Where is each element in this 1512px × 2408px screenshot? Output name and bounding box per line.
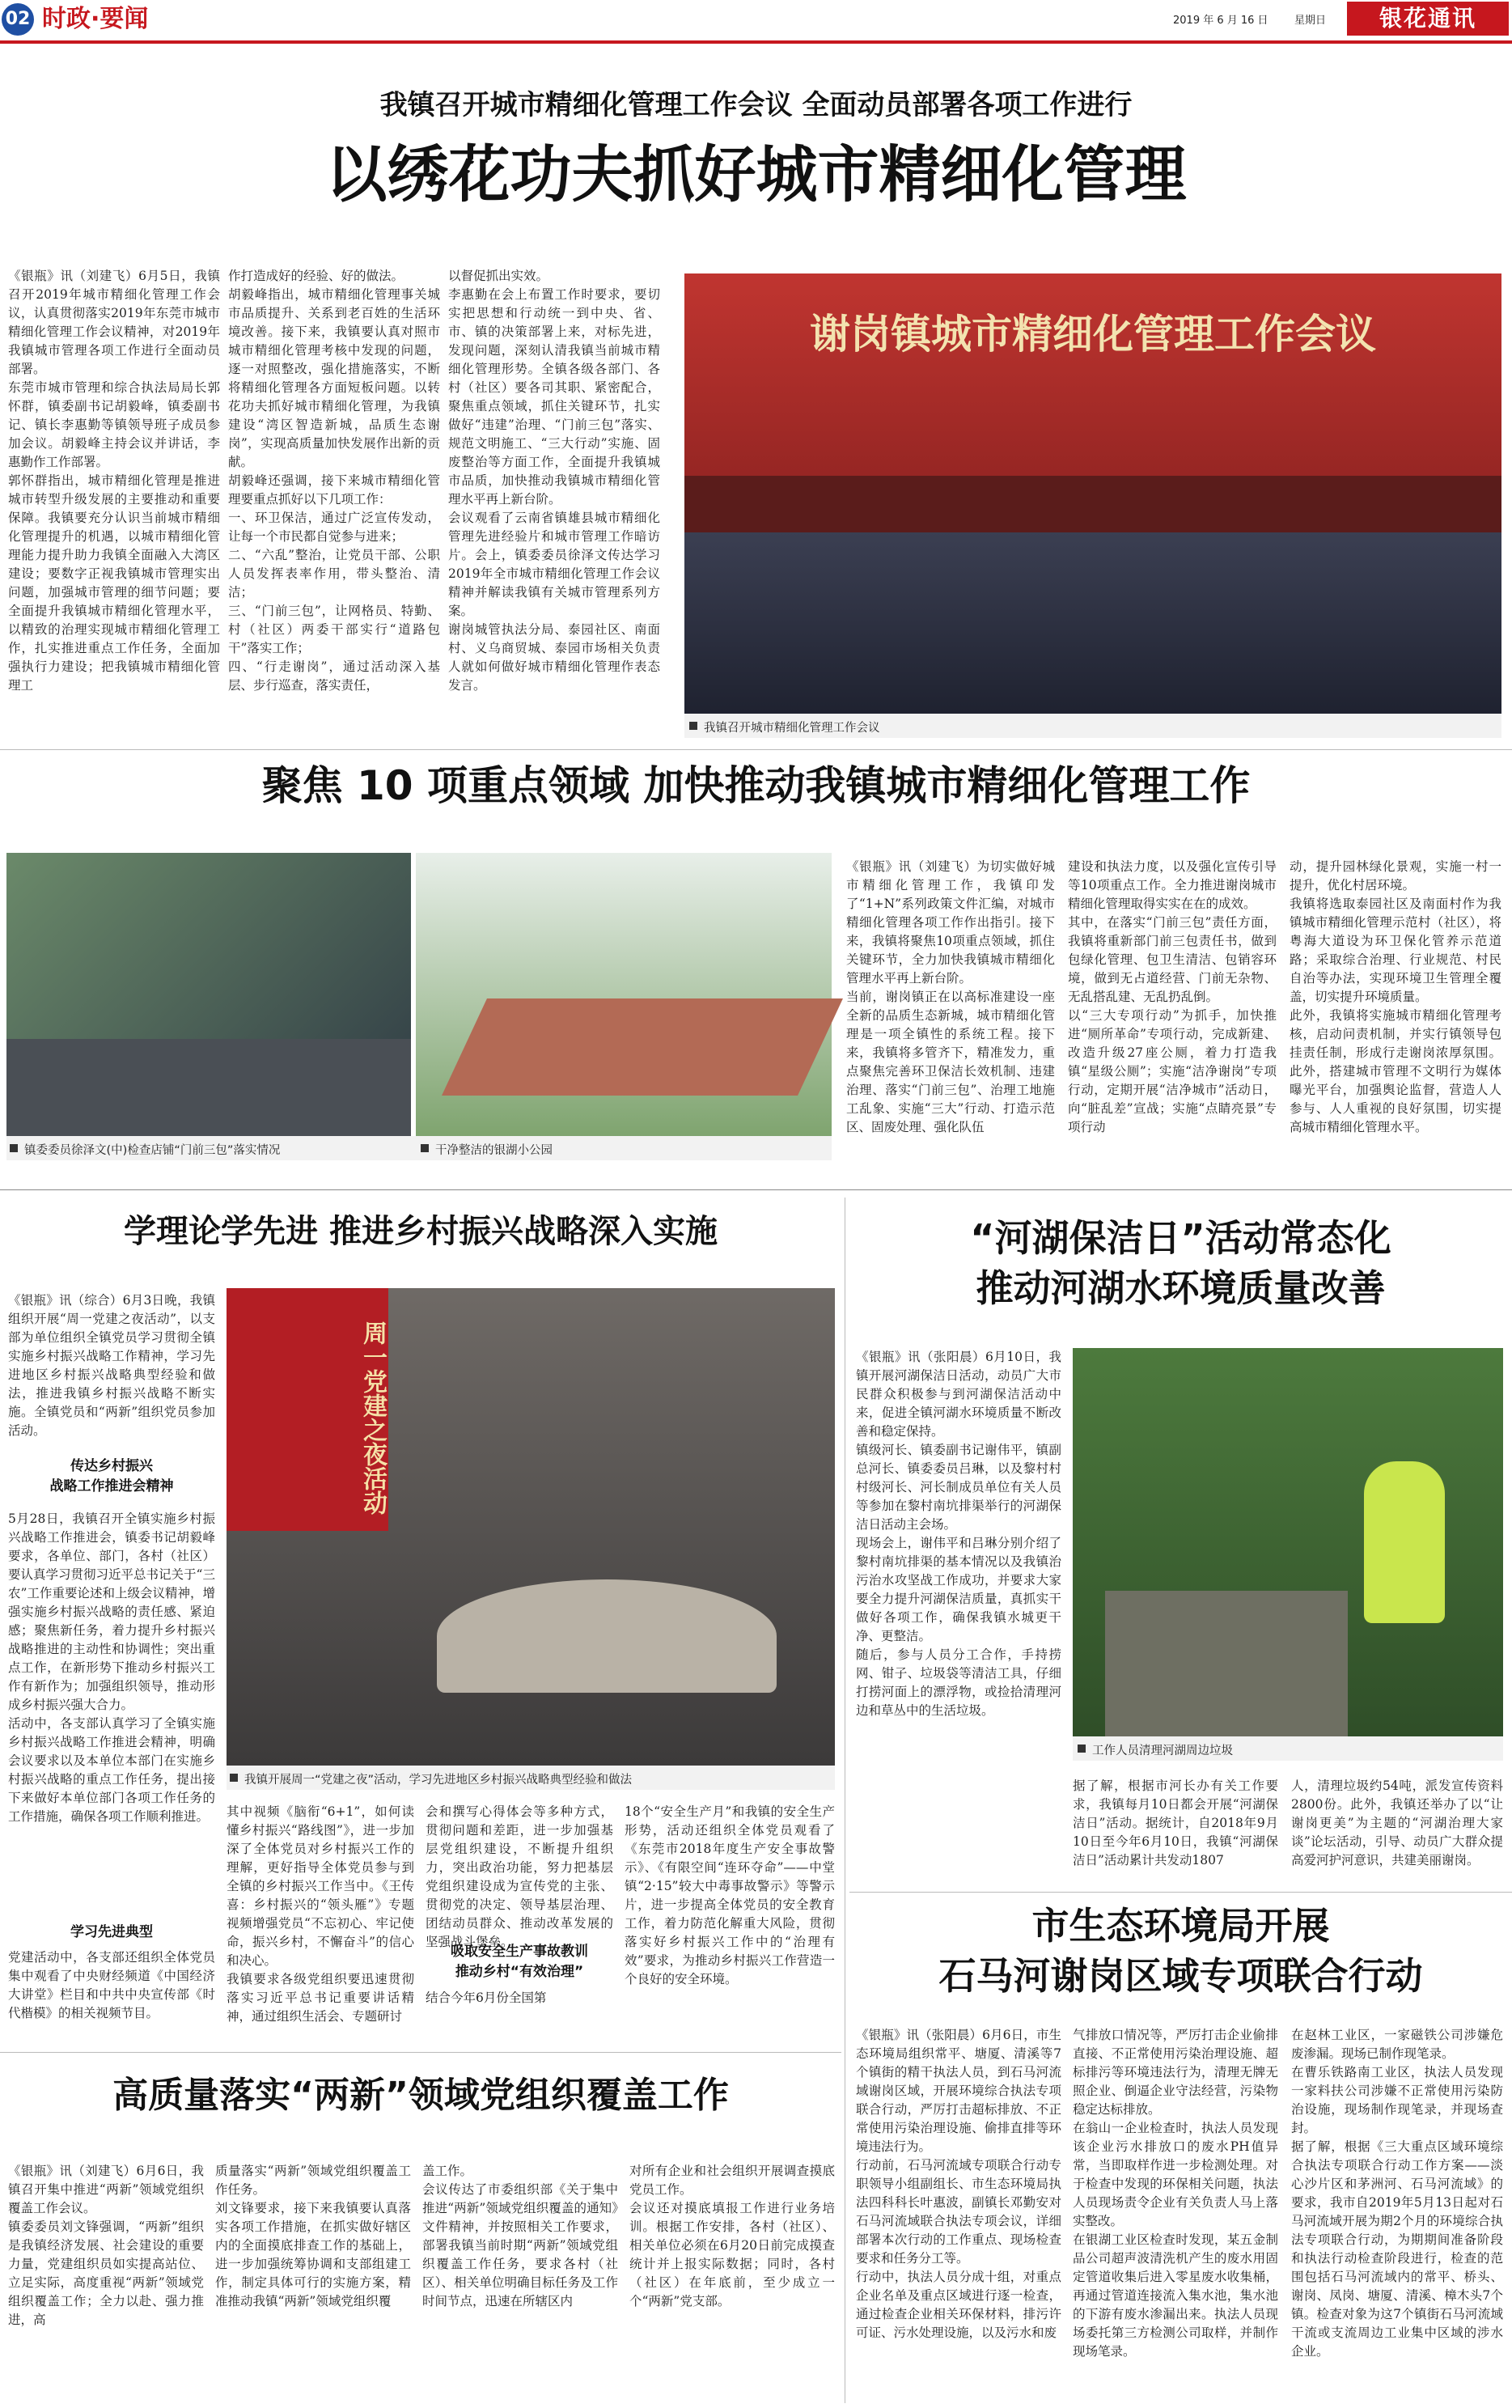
ecology-col1: 《银瓶》讯（张阳晨）6月6日，市生态环境局组织常平、塘厦、清溪等7个镇街的精干执法人员，到石马河流域谢岗区域，开展环境综合执法专项联合行动，严厉打击超标排放、不正常使用污染治理设施、偷排直排等环境违法行为。 行动前，石马河流域专项联合行动专职领导小组副组长、市生态环境局执法四科科长叶惠波，副镇长邓勤安对石马河流域联合执法专项会议，详细部署本次行动的工作重点、现场检查要求和任务分工等。 行动中，执法人员分成十组，对重点企业名单及重点区域进行逐一检查，通过检查企业相关环保材料，排污许可证、污水处理设施，以及污水和废 <box>856 2028 1061 2340</box>
focus-headline: 聚焦 10 项重点领域 加快推动我镇城市精细化管理工作 <box>261 762 1251 809</box>
focus-caption-square-2 <box>421 1144 429 1152</box>
lead-photo <box>684 273 1501 714</box>
focus-photo-1 <box>6 853 411 1136</box>
divider-2 <box>0 1189 1512 1190</box>
section-title: 时政·要闻 <box>42 5 149 33</box>
party-col2: 质量落实“两新”领域党组织覆盖工作任务。 刘文锋要求，接下来我镇要认真落实各项工作措施，在抓实做好辖区内的全面摸底排查工作的基础上，进一步加强统筹协调和支部组建工作，制定具体可行的实施方案，精准推动我镇“两新”领域党组织覆 <box>215 2164 411 2308</box>
lead-photo-audience <box>684 532 1501 714</box>
focus-caption-1: 镇委委员徐泽文(中)检查店铺“门前三包”落实情况 <box>24 1144 281 1157</box>
focus-photo-2-path <box>442 998 843 1096</box>
ecology-col3: 在赵林工业区，一家磁铁公司涉嫌危废渗漏。现场已制作现笔录。 在曹乐铁路南工业区，执法人员发现一家料扶公司涉嫌不正常使用污染防治设施，现场制作现笔录，并现场查封。 据了解，根据《三大重点区域环境综合执法专项联合行动工作方案——淡心沙片区和茅洲河、石马河流域》的要求，我市自2019年5月13日起对石马河流域开展为期2个月的环境综合执法专项联合行动，为期期间准备阶段和执法行动检查阶段进行，检查的范围包括石马河流域内的常平、桥头、谢岗、凤岗、塘厦、清溪、樟木头7个镇。检查对象为这7个镇街石马河流域干流或支流周边工业集中区域的涉水企业。 <box>1291 2028 1503 2359</box>
focus-caption-2: 干净整洁的银湖小公园 <box>435 1144 553 1157</box>
divider-4 <box>849 1892 1512 1893</box>
focus-photo-1-ground <box>6 1039 411 1136</box>
divider-1 <box>0 749 1512 750</box>
lead-col2: 作打造成好的经验、好的做法。 胡毅峰指出，城市精细化管理事关城市品质提升、关系到老百姓的生活环境改善。接下来，我镇要认真对照市城市精细化管理考核中发现的问题，逐一对照整改，强化措施落实，不断将精细化管理各方面短板问题。以转花功夫抓好城市精细化管理，为我镇建设“湾区智造新城，品质生态谢岗”，实现高质量加快发展作出新的贡献。 胡毅峰还强调，接下来城市精细化管理要重点抓好以下几项工作： 一、环卫保洁，通过广泛宣传发动，让每一个市民都自觉参与进来； 二、“六乱”整治，让党员干部、公职人员发挥表率作用，带头整治、清洁； 三、“门前三包”，让网格员、特勤、村（社区）两委干部实行“道路包干”落实工作； 四、“行走谢岗”，通过活动深入基层、步行巡查，落实责任， <box>228 269 440 693</box>
page-header <box>0 0 1512 39</box>
party-col1: 《银瓶》讯（刘建飞）6月6日，我镇召开集中推进“两新”领域党组织覆盖工作会议。 镇委委员刘文锋强调，“两新”组织是我镇经济发展、社会建设的重要力量，党建组织员如实提高站位、立足实际，高度重视“两新”领域党组织覆盖工作；全力以赴、强力推进，高 <box>8 2164 204 2327</box>
rural-sub2: 学习先进典型 <box>70 1924 153 1940</box>
ecology-headline-2: 石马河谢岗区域专项联合行动 <box>938 1954 1423 1998</box>
river-col2: 据了解，根据市河长办有关工作要求，我镇每月10日都会开展“河湖保洁日”活动。据统计，自2018年9月10日至今年6月10日，我镇“河湖保洁日”活动累计共发动1807 <box>1073 1778 1278 1867</box>
focus-col2: 建设和执法力度，以及强化宣传引导等10项重点工作。全力推进谢岗城市精细化管理取得实实在在的成效。 其中，在落实“门前三包”责任方面，我镇将重新部门前三包责任书，做到包绿化管理、包卫生清洁、包销容环境，做到无占道经营、门前无杂物、无乱搭乱建、无乱扔乱倒。 以“三大专项行动”为抓手，加快推进“厕所革命”专项行动，完成新建、改造升级27座公厕，着力打造我镇“星级公厕”；实施“洁净谢岗”专项行动，定期开展“洁净城市”活动日，向“脏乱差”宣战；实施“点睛亮景”专项行动 <box>1068 859 1277 1134</box>
focus-col3: 动，提升园林绿化景观，实施一村一提升，优化村居环境。 我镇将选取泰园社区及南面村作为我镇城市精细化管理示范村（社区），将粤海大道设为环卫保化管养示范道路；采取综合治理、行业规范、村民自治等办法，实现环境卫生管理全覆盖，切实提升环境质量。 此外，我镇将实施城市精细化管理考核，启动问责机制，并实行镇领导包挂责任制，形成行走谢岗浓厚氛围。此外，搭建城市管理不文明行为媒体曝光平台，加强舆论监督，营造人人参与、人人重视的良好氛围，切实提高城市精细化管理水平。 <box>1290 859 1501 1134</box>
party-col3: 盖工作。 会议传达了市委组织部《关于集中推进“两新”领域党组织覆盖的通知》文件精神，并按照相关工作要求，部署我镇当前时期“两新”领域党组织覆盖工作任务，要求各村（社区）、相关单位明确目标任务及工作时间节点，迅速在所辖区内 <box>422 2164 618 2308</box>
river-col3: 人，清理垃圾约54吨，派发宣传资料2800份。此外，我镇还举办了以“让谢岗更美”为主题的“河湖治理大家谈”论坛活动，引导、动员广大群众提高爱河护河意识，共建美丽谢岗。 <box>1291 1778 1503 1867</box>
rural-col1a: 5月28日，我镇召开全镇实施乡村振兴战略工作推进会，镇委书记胡毅峰要求，各单位、部门，各村（社区）要认真学习贯彻习近平总书记关于“三农”工作重要论述和上级会议精神，增强实施乡村振兴战略的责任感、紧迫感；聚焦新任务，着力提升乡村振兴战略推进的主动性和协调性；突出重点工作，在新形势下推动乡村振兴工作有新作为；加强组织领导，推动形成乡村振兴强大合力。 活动中，各支部认真学习了全镇实施乡村振兴战略工作推进会精神，明确会议要求以及本单位本部门在实施乡村振兴战略的重点工作任务，提出接下来做好本单位部门各项工作任务的工作措施，确保各项工作顺利推进。 <box>8 1511 215 1824</box>
header-rule <box>0 40 1512 44</box>
rural-photo-caption: 我镇开展周一“党建之夜”活动，学习先进地区乡村振兴战略典型经验和做法 <box>244 1774 633 1787</box>
ecology-headline-1: 市生态环境局开展 <box>1031 1904 1330 1948</box>
lead-kicker: 我镇召开城市精细化管理工作会议 全面动员部署各项工作进行 <box>379 89 1133 121</box>
rural-col1b: 党建活动中，各支部还组织全体党员集中观看了中央财经频道《中国经济大讲堂》栏目和中共中央宣传部《时代楷模》的相关视频节目。 <box>8 1950 215 2020</box>
rural-headline: 学理论学先进 推进乡村振兴战略深入实施 <box>124 1213 718 1250</box>
header-weekday: 星期日 <box>1294 15 1327 27</box>
river-photo-caption: 工作人员清理河湖周边垃圾 <box>1092 1745 1233 1757</box>
lead-col1: 《银瓶》讯（刘建飞）6月5日，我镇召开2019年城市精细化管理工作会议，认真贯彻落实2019年东莞市城市精细化管理工作会议精神，对2019年我镇城市管理各项工作进行全面动员部署。 东莞市城市管理和综合执法局局长郭怀群，镇委副书记胡毅峰，镇委副书记、镇长李惠勤等镇领导班子成员参加会议。胡毅峰主持会议并讲话，李惠勤作工作部署。 郭怀群指出，城市精细化管理是推进城市转型升级发展的主要推动和重要保障。我镇要充分认识当前城市精细化管理提升的机遇，以城市精细化管理能力提升助力我镇全面融入大湾区建设；要数字正视我镇城市管理实出问题，加强城市管理的细节问题；要全面提升我镇城市精细化管理水平，以精致的治理实现城市精细化管理工作，扎实推进重点工作任务，全面加强执行力建设；把我镇城市精细化管理工 <box>8 269 220 693</box>
lead-caption-square <box>689 722 697 730</box>
rural-sub1: 传达乡村振兴 战略工作推进会精神 <box>49 1458 174 1494</box>
divider-3 <box>0 2052 841 2053</box>
river-photo-water <box>1105 1591 1348 1736</box>
lead-photo-stage <box>684 476 1501 532</box>
focus-photo-2 <box>416 853 832 1136</box>
rural-caption-square <box>230 1774 238 1782</box>
river-headline-2: 推动河湖水环境质量改善 <box>976 1266 1386 1310</box>
rural-intro: 《银瓶》讯（综合）6月3日晚，我镇组织开展“周一党建之夜活动”，以支部为单位组织全镇党员学习贯彻全镇实施乡村振兴战略工作精神，学习先进地区乡村振兴战略典型经验和做法，推进我镇乡村振兴战略不断实施。全镇党员和“两新”组织党员参加活动。 <box>8 1293 215 1438</box>
lead-photo-banner: 谢岗镇城市精细化管理工作会议 <box>810 311 1376 358</box>
lead-headline: 以绣花功夫抓好城市精细化管理 <box>325 138 1187 210</box>
focus-caption-square-1 <box>10 1144 18 1152</box>
rural-col3: 会和撰写心得体会等多种方式，贯彻问题和差距，进一步加强基层党组织建设，不断提升组织力，突出政治功能，努力把基层党组织建设成为宣传党的主张、贯彻党的决定、领导基层治理、团结动员群众、推动改革发展的坚强战斗堡垒。 <box>426 1804 613 1949</box>
header-date: 2019 年 6 月 16 日 <box>1173 15 1268 27</box>
masthead-logo: 银花通讯 <box>1347 2 1509 36</box>
lead-photo-caption: 我镇召开城市精细化管理工作会议 <box>704 722 880 735</box>
ecology-col2: 气排放口情况等，严厉打击企业偷排直接、不正常使用污染治理设施、超标排污等环境违法行为，清理无牌无照企业、倒逼企业守法经营，污染物稳定达标排放。 在翁山一企业检查时，执法人员发现该企业污水排放口的废水PH值异常，当即取样作进一步检测处理。对于检查中发现的环保相关问题，执法人员现场责令企业有关负责人马上落实整改。 在银湖工业区检查时发现，某五金制品公司超声波清洗机产生的废水用固定管道收集后进入零星废水收集桶，再通过管道连接流入集水池，集水池的下游有废水渗漏出来。执法人员现场委托第三方检测公司取样，并制作现场笔录。 <box>1073 2028 1278 2359</box>
rural-photo-banner: 周一党建之夜活动 <box>358 1321 387 1515</box>
rural-photo <box>227 1288 835 1766</box>
river-photo <box>1073 1348 1503 1736</box>
rural-sub3: 吸取安全生产事故教训 推动乡村“有效治理” <box>451 1944 588 1980</box>
rural-col2: 其中视频《脑衔“6+1”，如何读懂乡村振兴“路线图”》，进一步加深了全体党员对乡村振兴工作的理解，更好指导全体党员参与到全镇的乡村振兴工作当中。《王传喜：乡村振兴的“领头雁”》专题视频增强党员“不忘初心、牢记使命，振兴乡村，不懈奋斗”的信心和决心。 我镇要求各级党组织要迅速贯彻落实习近平总书记重要讲话精神，通过组织生活会、专题研讨 <box>227 1804 414 2024</box>
river-headline-1: “河湖保洁日”活动常态化 <box>970 1216 1391 1260</box>
party-headline: 高质量落实“两新”领域党组织覆盖工作 <box>112 2075 729 2116</box>
lead-col3: 以督促抓出实效。 李惠勤在会上布置工作时要求，要切实把思想和行动统一到中央、省、市、镇的决策部署上来，对标先进，发现问题，深刻认清我镇当前城市精细化管理形势。全镇各级各部门、各村（社区）要各司其职、紧密配合，聚焦重点领域，抓住关键环节，扎实做好“违建”治理、“门前三包”落实、规范文明施工、“三大行动”实施、固废整治等方面工作，全面提升我镇城市品质，加快推动我镇城市精细化管理水平再上新台阶。 会议观看了云南省镇雄县城市精细化管理先进经验片和城市管理工作暗访片。会上，镇委委员徐泽文传达学习2019年全市城市精细化管理工作会议精神并解读我镇有关城市管理系列方案。 谢岗城管执法分局、泰园社区、南面村、义乌商贸城、泰园市场相关负责人就如何做好城市精细化管理作表态发言。 <box>448 269 660 693</box>
river-col1: 《银瓶》讯（张阳晨）6月10日，我镇开展河湖保洁日活动，动员广大市民群众积极参与到河湖保洁活动中来，促进全镇河湖水环境质量不断改善和稳定保持。 镇级河长、镇委副书记谢伟平，镇副总河长、镇委委员吕琳，以及黎村村村级河长、河长制成员单位有关人员等参加在黎村南坑排渠举行的河湖保洁日活动主会场。 现场会上，谢伟平和吕琳分别介绍了黎村南坑排渠的基本情况以及我镇治污治水攻坚战工作成功，并要求大家要全力提升河湖保洁质量，真抓实干做好各项工作，确保我镇水城更干净、更整洁。 随后，参与人员分工合作，手持捞网、钳子、垃圾袋等清洁工具，仔细打捞河面上的漂浮物，或捡拾清理河边和草丛中的生活垃圾。 <box>856 1350 1061 1718</box>
rural-col4: 18个“安全生产月”和我镇的安全生产形势，活动还组织全体党员观看了《东莞市2018年度生产安全事故警示》、《有限空间“连环夺命”——中堂镇“2·15”较大中毒事故警示》等警示片，进一步提高全体党员的安全教育工作，着力防范化解重大风险，贯彻落实好乡村振兴工作中的“治理有效”要求，为推动乡村振兴工作营造一个良好的安全环境。 <box>625 1804 835 1986</box>
party-col4: 对所有企业和社会组织开展调查摸底党员工作。 会议还对摸底填报工作进行业务培训。根据工作安排，各村（社区）、相关单位必须在6月20日前完成摸查统计并上报实际数据；同时，各村（社区）在年底前，至少成立一个“两新”党支部。 <box>629 2164 835 2308</box>
river-caption-square <box>1078 1745 1086 1753</box>
rural-photo-table <box>437 1579 777 1693</box>
focus-col1: 《银瓶》讯（刘建飞）为切实做好城市精细化管理工作，我镇印发了“1+N”系列政策文件汇编，对城市精细化管理各项工作作出指引。接下来，我镇将聚焦10项重点领域，抓住关键环节，全力加快我镇城市精细化管理水平再上新台阶。 当前，谢岗镇正在以高标准建设一座全新的品质生态新城，城市精细化管理是一项全镇性的系统工程。接下来，我镇将多管齐下，精准发力，重点聚焦完善环卫保洁长效机制、违建治理、落实“门前三包”、治理工地施工乱象、实施“三大”行动、打造示范区、固废处理、强化队伍 <box>846 859 1055 1134</box>
river-photo-worker <box>1364 1461 1445 1623</box>
page-number-badge: 02 <box>2 3 34 36</box>
rural-col3b: 结合今年6月份全国第 <box>426 1990 547 2005</box>
